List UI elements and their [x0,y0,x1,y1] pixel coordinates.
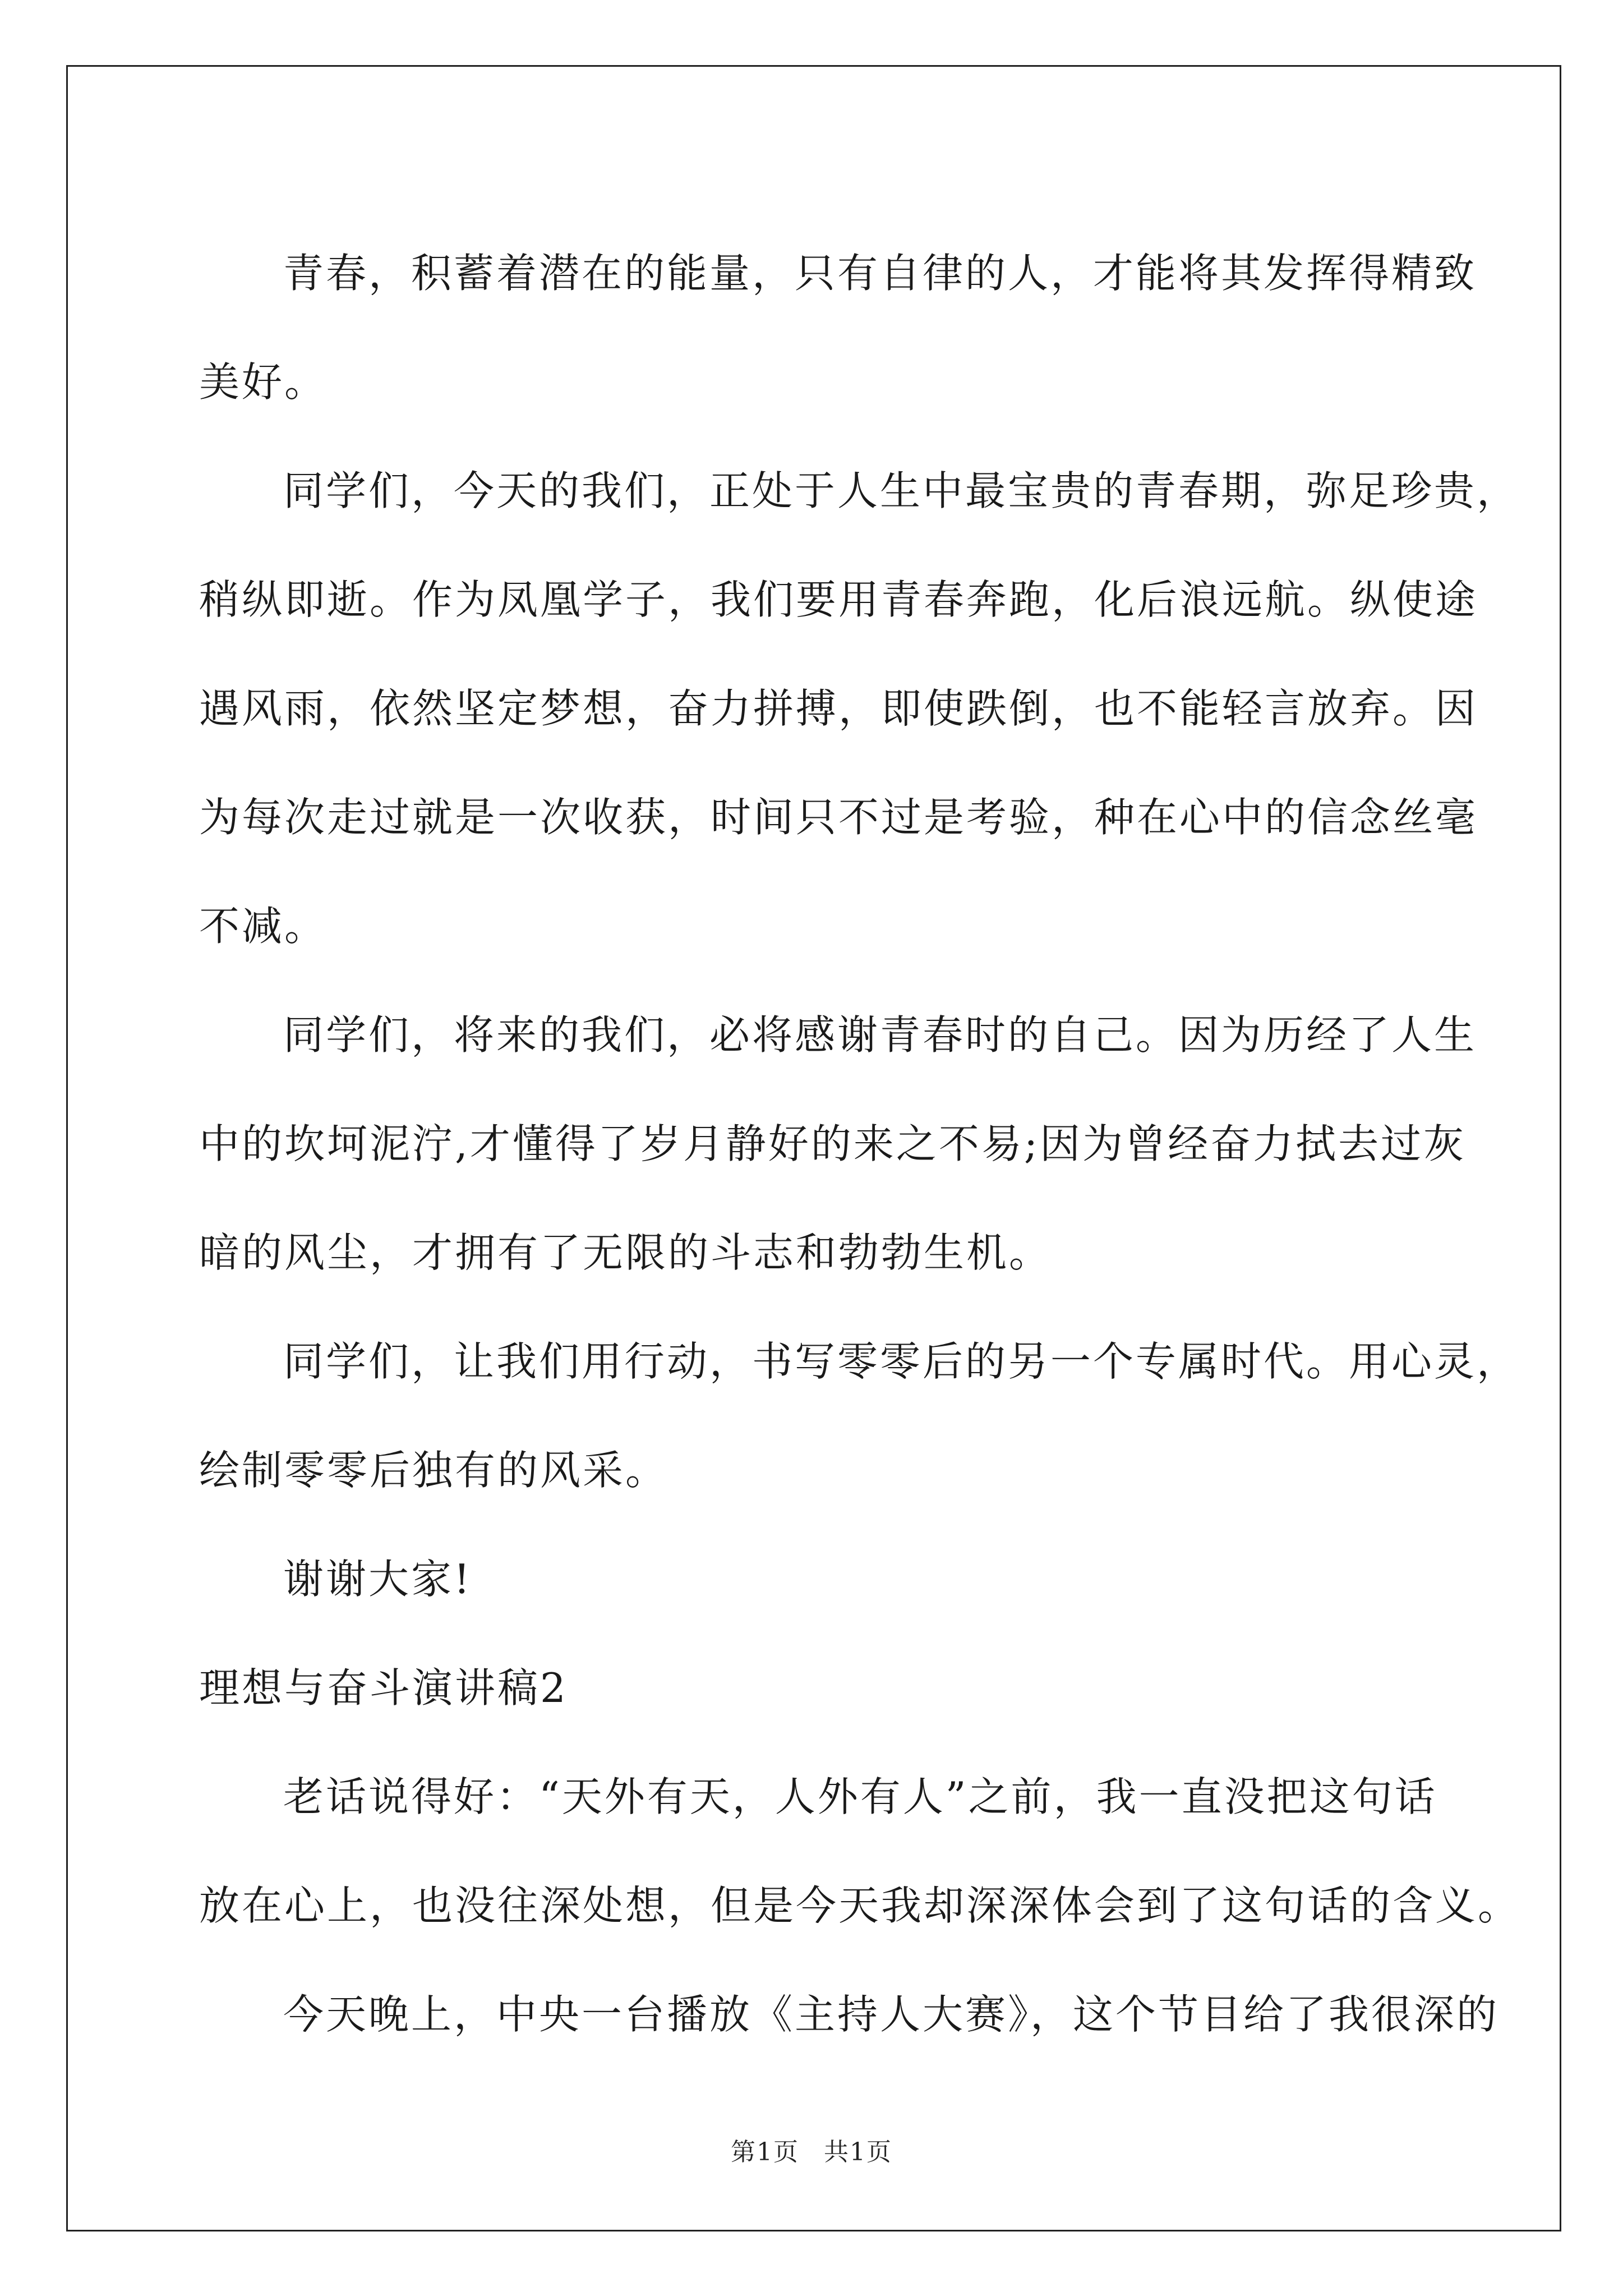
text-line: 同学们，今天的我们，正处于人生中最宝贵的青春期，弥足珍贵， [283,467,1520,514]
text-line: 绘制零零后独有的风采。 [199,1447,668,1494]
section-heading: 理想与奋斗演讲稿2 [199,1664,568,1711]
text-line: 青春，积蓄着潜在的能量，只有自律的人，才能将其发挥得精致 [283,250,1477,297]
text-line: 放在心上，也没往深处想，但是今天我却深深体会到了这句话的含义。 [199,1882,1521,1929]
text-line: 老话说得好：“天外有天，人外有人”之前，我一直没把这句话 [283,1773,1437,1820]
text-line: 中的坎坷泥泞,才懂得了岁月静好的来之不易;因为曾经奋力拭去过灰 [199,1120,1467,1167]
total-pages: 共1页 [824,2138,892,2166]
text-line: 为每次走过就是一次收获，时间只不过是考验，种在心中的信念丝毫 [199,794,1478,841]
text-line: 不减。 [199,903,328,950]
text-line: 今天晚上，中央一台播放《主持人大赛》，这个节目给了我很深的 [283,1991,1500,2038]
text-line: 美好。 [199,358,328,406]
text-line: 谢谢大家! [283,1556,472,1603]
text-line: 同学们，将来的我们，必将感谢青春时的自己。因为历经了人生 [283,1011,1477,1059]
text-line: 同学们，让我们用行动，书写零零后的另一个专属时代。用心灵， [283,1338,1520,1385]
text-line: 暗的风尘，才拥有了无限的斗志和勃勃生机。 [199,1229,1052,1276]
page-footer [0,2132,1623,2168]
page-number: 第1页 [731,2138,799,2166]
text-line: 遇风雨，依然坚定梦想，奋力拼搏，即使跌倒，也不能轻言放弃。因 [199,685,1478,732]
text-line: 稍纵即逝。作为凤凰学子，我们要用青春奔跑，化后浪远航。纵使途 [199,576,1478,623]
document-body [199,219,1521,2069]
